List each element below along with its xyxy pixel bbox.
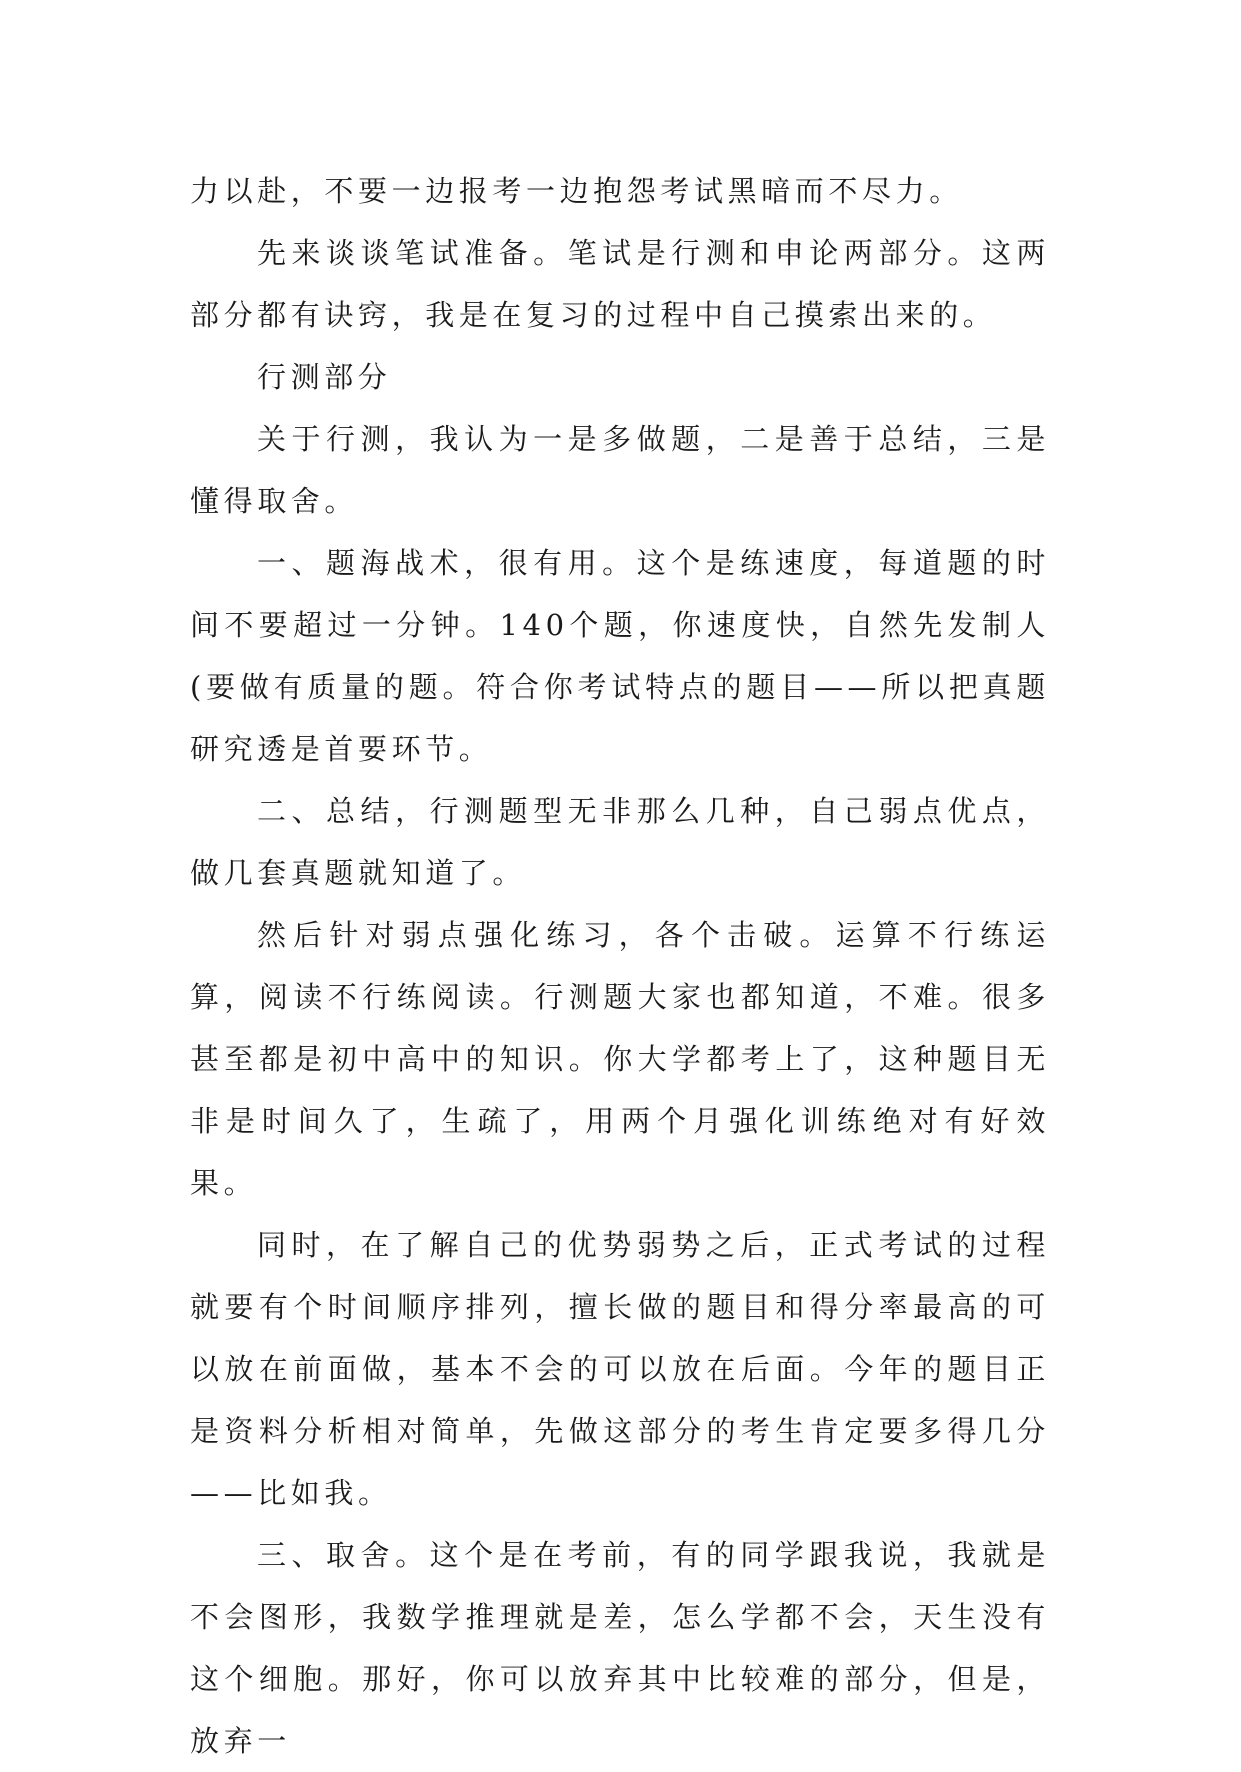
paragraph-5: 一、题海战术，很有用。这个是练速度，每道题的时间不要超过一分钟。140个题，你速度快，自然先发制人(要做有质量的题。符合你考试特点的题目——所以把真题研究透是首要环节。 [190, 546, 1050, 766]
paragraph-9: 三、取舍。这个是在考前，有的同学跟我说，我就是不会图形，我数学推理就是差，怎么学都不会，天生没有这个细胞。那好，你可以放弃其中比较难的部分，但是，放弃一 [190, 1538, 1050, 1758]
paragraph-4: 关于行测，我认为一是多做题，二是善于总结，三是懂得取舍。 [190, 422, 1050, 518]
section-heading-xingce: 行测部分 [257, 360, 392, 394]
paragraph-7: 然后针对弱点强化练习，各个击破。运算不行练运算，阅读不行练阅读。行测题大家也都知道，不难。很多甚至都是初中高中的知识。你大学都考上了，这种题目无非是时间久了，生疏了，用两个月强化训练绝对有好效果。 [190, 918, 1050, 1200]
paragraph-8: 同时，在了解自己的优势弱势之后，正式考试的过程就要有个时间顺序排列，擅长做的题目和得分率最高的可以放在前面做，基本不会的可以放在后面。今年的题目正是资料分析相对简单，先做这部分的考生肯定要多得几分——比如我。 [190, 1228, 1050, 1510]
paragraph-6: 二、总结，行测题型无非那么几种，自己弱点优点，做几套真题就知道了。 [190, 794, 1050, 890]
paragraph-2: 先来谈谈笔试准备。笔试是行测和申论两部分。这两部分都有诀窍，我是在复习的过程中自己摸索出来的。 [190, 236, 1050, 332]
paragraph-1: 力以赴，不要一边报考一边抱怨考试黑暗而不尽力。 [190, 174, 963, 208]
document-body [190, 160, 1050, 1772]
